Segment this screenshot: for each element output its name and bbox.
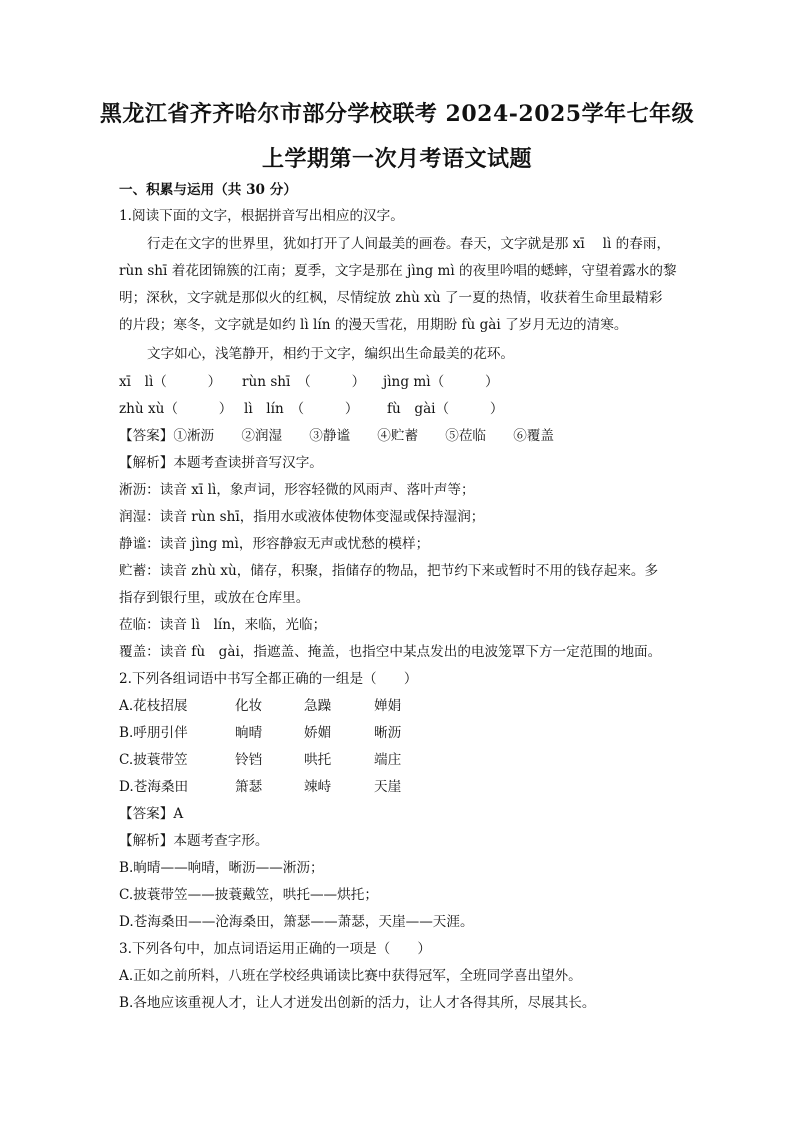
q2-option-word: 铃铛 <box>235 752 263 768</box>
q2-option-word: 箫瑟 <box>235 779 263 795</box>
q2-prompt: 2.下列各组词语中书写全都正确的一组是（ ） <box>119 671 418 687</box>
section-heading: 一、积累与运用（共 30 分） <box>119 182 297 198</box>
q1-passage-line: 行走在文字的世界里，犹如打开了人间最美的画卷。春天，文字就是那 xī lì 的春雨， <box>147 236 671 252</box>
q2-option-word: 竦峙 <box>304 779 332 795</box>
q1-explanation: 指存到银行里，或放在仓库里。 <box>119 590 310 606</box>
q2-analysis: 【解析】本题考查字形。 <box>119 833 269 849</box>
q2-explanation: C.披蓑带笠——披蓑戴笠，哄托——烘托； <box>119 887 378 903</box>
q2-option-word: 天崖 <box>374 779 402 795</box>
q1-prompt: 1.阅读下面的文字，根据拼音写出相应的汉字。 <box>119 208 404 224</box>
q2-option-word: 哄托 <box>304 752 332 768</box>
q2-explanation: D.苍海桑田——沧海桑田，箫瑟——萧瑟，天崖——天涯。 <box>119 914 474 930</box>
q2-option-label: A.花枝招展 <box>119 698 188 714</box>
q2-option-word: 婵娟 <box>374 698 402 714</box>
q1-blank: rùn shī （ ） <box>242 374 366 390</box>
q2-option-word: 晌晴 <box>235 725 263 741</box>
document-title-line2: 上学期第一次月考语文试题 <box>261 146 532 172</box>
q1-explanation: 贮蓄：读音 zhù xù，储存，积聚，指储存的物品，把节约下来或暂时不用的钱存起来。多 <box>119 563 659 579</box>
q2-option-word: 娇媚 <box>304 725 332 741</box>
q3-prompt: 3.下列各句中，加点词语运用正确的一项是（ ） <box>119 941 432 957</box>
q1-passage-line: 的片段；寒冬，文字就是如约 lì lín 的漫天雪花，用期盼 fù gài 了岁月无边的清寒。 <box>119 317 628 333</box>
q2-option-label: C.披蓑带笠 <box>119 752 188 768</box>
q1-passage-line: 明；深秋，文字就是那似火的红枫，尽情绽放 zhù xù 了一夏的热情，收获着生命里最精彩 <box>119 290 663 306</box>
q1-passage-line: rùn shī 着花团锦簇的江南；夏季，文字是那在 jìng mì 的夜里吟唱的蟋蟀，守望着露水的黎 <box>119 263 677 279</box>
document-title-line1: 黑龙江省齐齐哈尔市部分学校联考 2024-2025学年七年级 <box>99 101 695 127</box>
q2-option-word: 晰沥 <box>374 725 402 741</box>
q2-explanation: B.晌晴——响晴，晰沥——淅沥； <box>119 860 324 876</box>
q2-option-label: B.呼朋引伴 <box>119 725 188 741</box>
q1-passage-line: 文字如心，浅笔静开，相约于文字，编织出生命最美的花环。 <box>147 346 515 362</box>
q3-option: B.各地应该重视人才，让人才迸发出创新的活力，让人才各得其所，尽展其长。 <box>119 995 596 1011</box>
q1-blank: jìng mì（ ） <box>383 374 499 390</box>
q1-blank: xī lì（ ） <box>119 374 222 390</box>
q1-blank: lì lín （ ） <box>244 401 359 417</box>
q1-explanation: 莅临：读音 lì lín，来临，光临； <box>119 617 327 633</box>
q3-option: A.正如之前所料，八班在学校经典诵读比赛中获得冠军，全班同学喜出望外。 <box>119 968 582 984</box>
q1-explanation: 静谧：读音 jìng mì，形容静寂无声或忧愁的模样； <box>119 536 430 552</box>
q2-option-word: 急躁 <box>304 698 332 714</box>
q2-answer: 【答案】A <box>119 806 184 822</box>
q2-option-label: D.苍海桑田 <box>119 779 189 795</box>
q1-explanation: 覆盖：读音 fù gài，指遮盖、掩盖，也指空中某点发出的电波笼罩下方一定范围的地面。 <box>119 644 662 660</box>
q2-option-word: 化妆 <box>235 698 263 714</box>
q1-explanation: 润湿：读音 rùn shī，指用水或液体使物体变湿或保持湿润； <box>119 509 485 525</box>
q2-option-word: 端庄 <box>374 752 402 768</box>
q1-explanation: 淅沥：读音 xī lì，象声词，形容轻微的风雨声、落叶声等； <box>119 482 475 498</box>
q1-blank: zhù xù（ ） <box>119 401 233 417</box>
q1-blank: fù gài（ ） <box>387 401 504 417</box>
q1-analysis: 【解析】本题考查读拼音写汉字。 <box>119 455 323 471</box>
q1-answer: 【答案】①淅沥 ②润湿 ③静谧 ④贮蓄 ⑤莅临 ⑥覆盖 <box>119 428 554 444</box>
